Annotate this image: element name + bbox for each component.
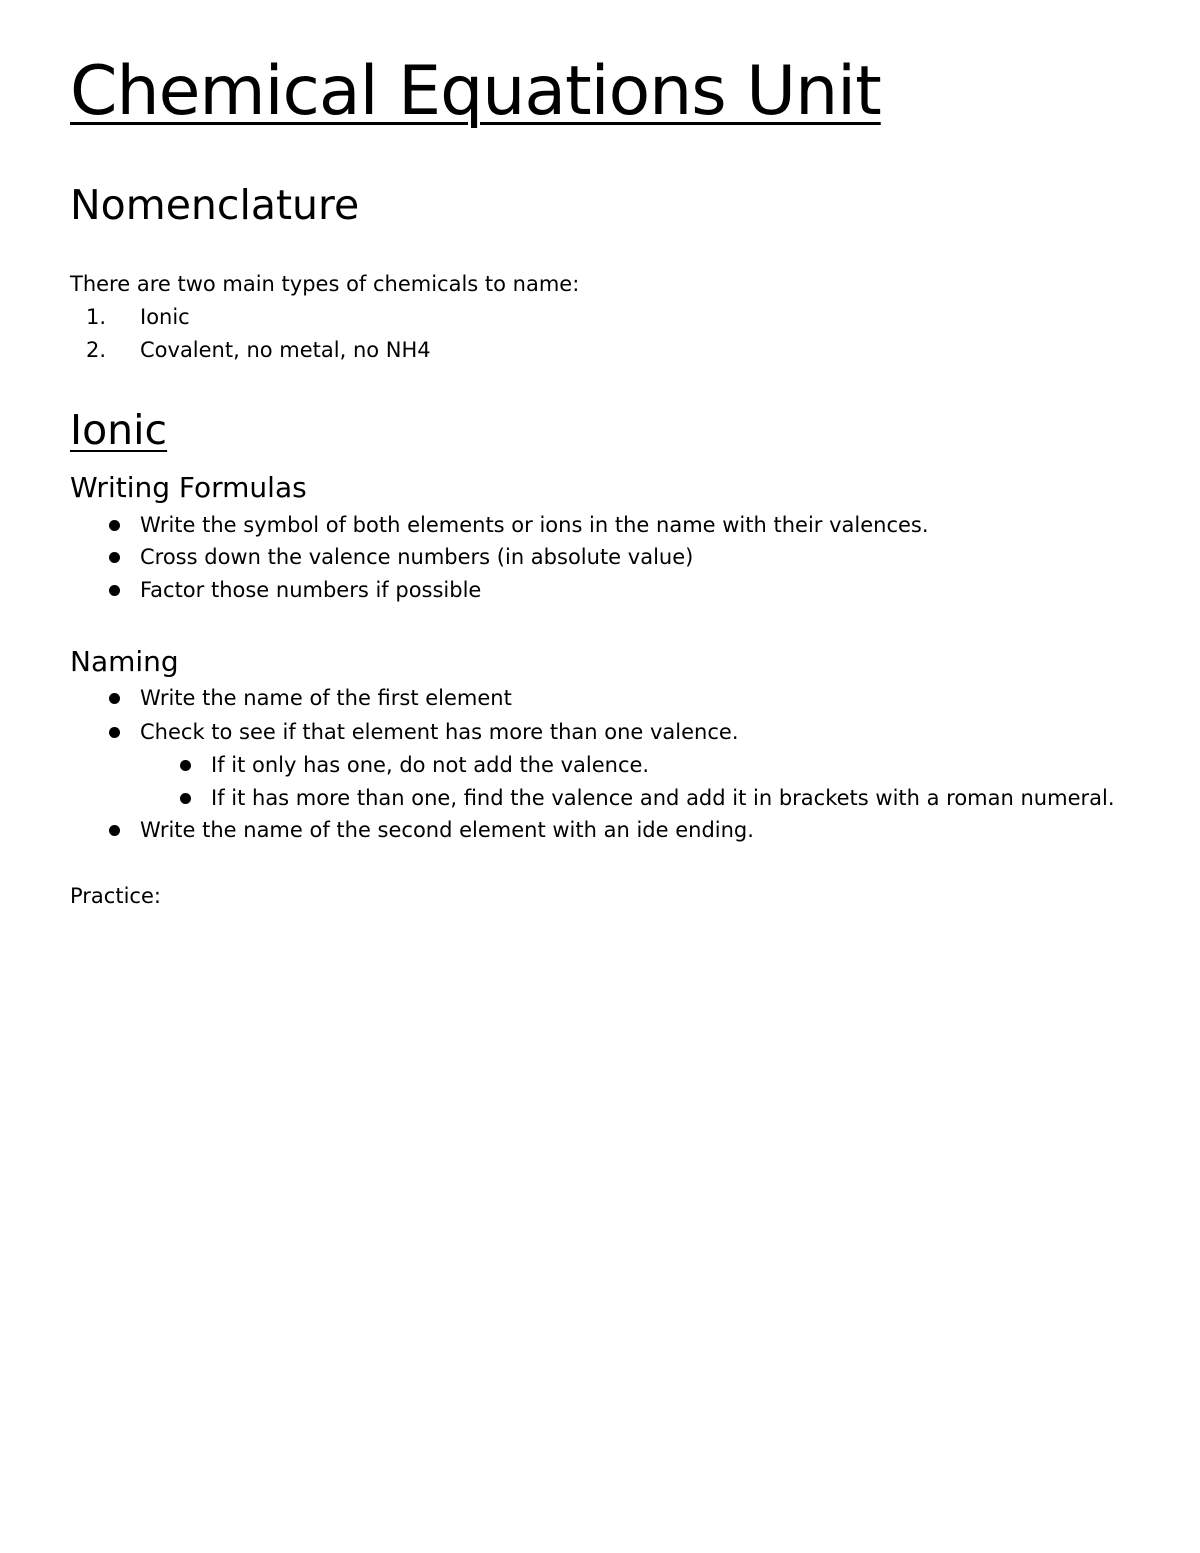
bullet-icon <box>109 825 120 836</box>
writing-formulas-heading: Writing Formulas <box>70 471 307 504</box>
nomenclature-heading: Nomenclature <box>70 181 360 229</box>
list-item-text: Factor those numbers if possible <box>140 578 482 602</box>
item-text: Covalent, no metal, no NH4 <box>140 338 431 362</box>
bullet-icon <box>180 760 191 771</box>
bullet-icon <box>109 552 120 563</box>
naming-heading: Naming <box>70 645 179 678</box>
list-item-text: Check to see if that element has more than one valence. <box>140 720 739 744</box>
item-text: Ionic <box>140 305 190 329</box>
item-number: 2. <box>85 338 106 362</box>
bullet-icon <box>109 727 120 738</box>
bullet-icon <box>109 693 120 704</box>
bullet-icon <box>109 520 120 531</box>
ionic-heading: Ionic <box>70 406 168 454</box>
list-item-text: Write the symbol of both elements or ions in the name with their valences. <box>140 513 929 537</box>
bullet-icon <box>180 793 191 804</box>
list-item-text: Cross down the valence numbers (in absolute value) <box>140 545 694 569</box>
bullet-icon <box>109 585 120 596</box>
list-item-text: Write the name of the second element with an ide ending. <box>140 818 754 842</box>
list-item-text: Write the name of the first element <box>140 686 512 710</box>
item-number: 1. <box>85 305 106 329</box>
nomenclature-intro: There are two main types of chemicals to name: <box>70 272 580 296</box>
list-item-text: If it only has one, do not add the valence. <box>211 753 650 777</box>
list-item-text: If it has more than one, find the valence and add it in brackets with a roman numeral. <box>211 786 1115 810</box>
practice-label: Practice: <box>70 884 161 908</box>
page-title: Chemical Equations Unit <box>70 52 881 131</box>
